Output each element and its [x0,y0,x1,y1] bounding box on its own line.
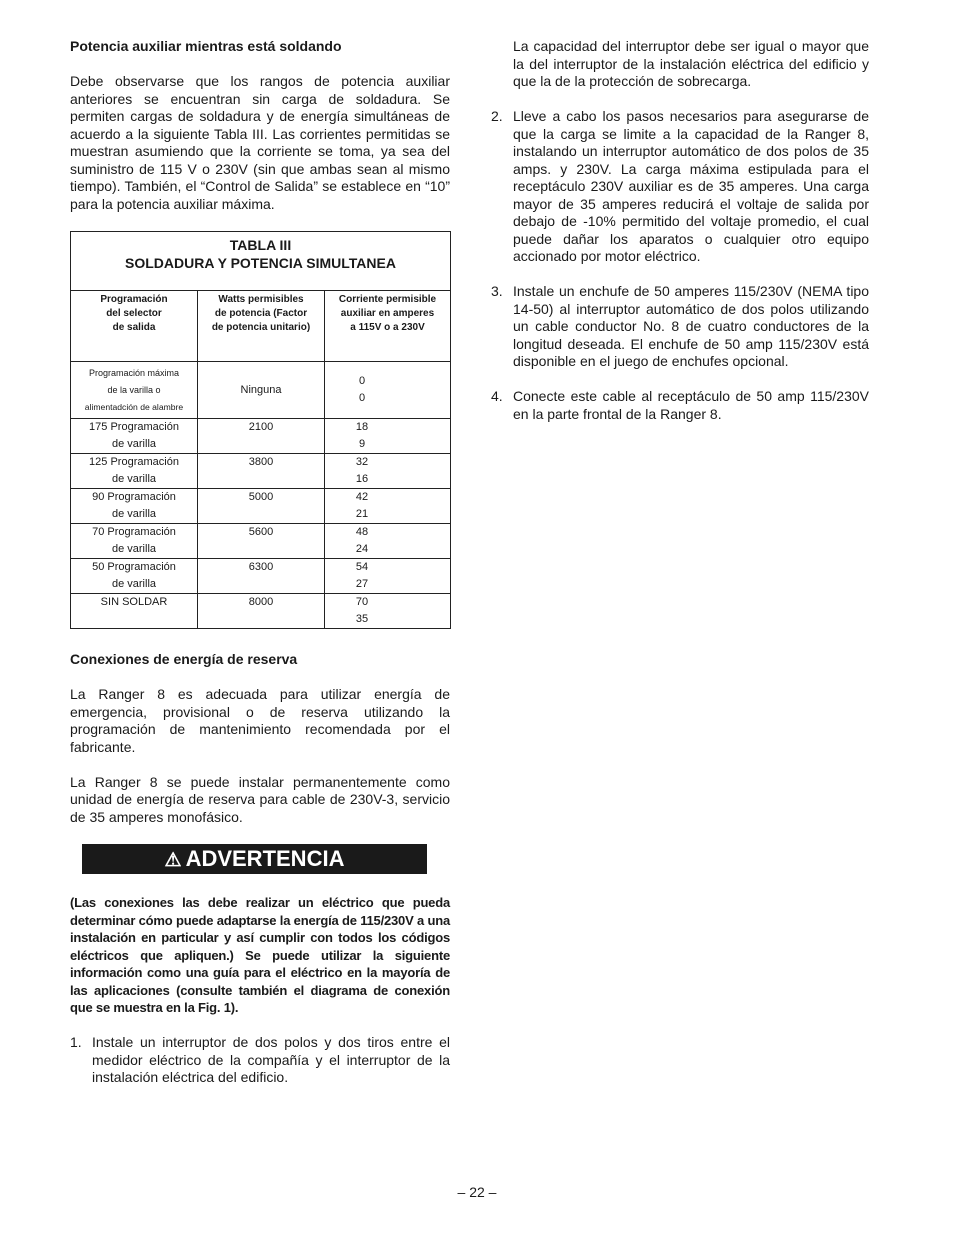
cell-watts: 5000 [198,489,325,524]
cell-current [325,454,451,489]
cell-230v: 9 [358,438,366,450]
table-row [71,524,451,559]
cell-115v: 48 [355,526,369,538]
table-row [71,489,451,524]
table-title [71,232,451,291]
setting-line: SIN SOLDAR [100,596,168,608]
cell-current [325,489,451,524]
cell-230v: 21 [355,508,369,520]
header-text: a 115V o a 230V [350,322,425,333]
setting-line: de la varilla o [107,385,161,395]
setting-line: Programación máxima [88,368,180,378]
warning-text: (Las conexiones las debe realizar un eléctrico que pueda determinar cómo puede adaptarse la energía de 115/230V a una instalación en particular y así cumplir con todos los códigos eléctricos que apliquen.) Se puede utilizar la siguiente información como una guía para el eléctrico en la mayoría de las aplicaciones (consulte también el diagrama de conexión que se muestra en la Fig. 1). [70,895,450,1015]
cell-setting [71,362,198,419]
cell-115v: 0 [358,375,366,387]
header-output-setting [71,291,198,362]
cell-setting [71,559,198,594]
table-title-line1: TABLA III [229,237,292,253]
table-row [71,594,451,629]
setting-line: de varilla [111,578,157,590]
cell-230v: 24 [355,543,369,555]
setting-line: 90 Programación [92,491,176,503]
section-heading-standby-power: Conexiones de energía de reserva [70,651,298,667]
header-text: auxiliar en amperes [340,308,435,319]
right-column [491,38,869,423]
cell-230v: 16 [355,473,369,485]
list-item-text: Instale un enchufe de 50 amperes 115/230V (NEMA tipo 14-50) al interruptor automático de dos polos utilizando un cable conductor No. 8 de cuatro conductores de la longitud deseada. El enchufe de 50 amp 115/230V está disponible en el juego de enchufes opcional. [513,283,869,369]
list-item-number: 2. [491,108,503,124]
cell-setting [71,419,198,454]
header-text: de potencia (Factor [214,308,308,319]
list-item-indent [491,38,513,91]
setting-line: 175 Programación [89,421,179,433]
cell-230v: 35 [355,613,369,625]
header-text: de potencia unitario) [211,322,311,333]
list-item-text: Conecte este cable al receptáculo de 50 amp 115/230V en la parte frontal de la Ranger 8. [513,388,869,422]
cell-115v: 54 [355,561,369,573]
list-item [491,283,869,371]
cell-setting [71,454,198,489]
section-heading-auxiliary-power: Potencia auxiliar mientras está soldando [70,38,342,54]
paragraph-standby-1: La Ranger 8 es adecuada para utilizar energía de emergencia, provisional o de reserva utilizando la programación de mantenimiento recomendada por el fabricante. [70,686,450,755]
cell-current [325,594,451,629]
list-item-number: 3. [491,283,503,299]
table-row [71,454,451,489]
list-item-number: 1. [70,1034,82,1050]
warning-label: ADVERTENCIA [185,846,345,871]
table-title-line2: SOLDADURA Y POTENCIA SIMULTANEA [125,255,396,271]
cell-setting [71,524,198,559]
list-item-text: La capacidad del interruptor debe ser igual o mayor que la del interruptor de la instalación eléctrica del edificio y que la de la protección de sobrecarga. [513,38,869,89]
setting-line: 70 Programación [92,526,176,538]
header-text: Programación [100,294,168,305]
left-column [70,38,450,1087]
cell-watts: 3800 [198,454,325,489]
setting-line: de varilla [111,508,157,520]
header-permissible-current [325,291,451,362]
list-item [491,108,869,266]
list-item-text: Instale un interruptor de dos polos y dos tiros entre el medidor eléctrico de la compañía y el interruptor de la instalación eléctrica del edificio. [92,1034,450,1085]
cell-115v: 32 [355,456,369,468]
setting-line: de varilla [111,473,157,485]
cell-watts: Ninguna [198,362,325,419]
cell-current [325,419,451,454]
list-item-text: Lleve a cabo los pasos necesarios para asegurarse de que la carga se limite a la capacidad de la Ranger 8, instalando un interruptor automático de dos polos de 35 amps. y 230V. La carga máxima estipulada para el receptáculo 230V auxiliar es de 35 amperes. Una carga mayor de 35 amperes reducirá el voltaje de salida por debajo de -10% permitido del voltaje promedio, el cual puede dañar los aparatos o cualquier otro equipo accionado por motor eléctrico. [513,108,869,264]
header-text: del selector [106,308,162,319]
setting-line: de varilla [111,543,157,555]
list-item [70,1034,450,1087]
header-permissible-watts [198,291,325,362]
table-row [71,559,451,594]
cell-230v: 0 [358,392,366,404]
cell-current [325,559,451,594]
table-row [71,362,451,419]
header-text: Corriente permisible [338,294,437,305]
warning-triangle-icon: ⚠ [164,850,182,871]
header-text: Watts permisibles [218,294,304,305]
cell-setting [71,489,198,524]
cell-watts: 6300 [198,559,325,594]
cell-115v: 42 [355,491,369,503]
paragraph-auxiliary-power: Debe observarse que los rangos de potencia auxiliar anteriores se encuentran sin carga de soldadura. Se permiten cargas de soldadura y de energía simultáneas de acuerdo a la siguiente Tabla III. Las corrientes permitidas se muestran asumiendo que la corriente se toma, ya sea del suministro de 115 V o 230V (sin que ambas sean al mismo tiempo). También, el “Control de Salida” se establece en “10” para la potencia auxiliar máxima. [70,73,450,212]
cell-watts: 2100 [198,419,325,454]
paragraph-standby-2: La Ranger 8 se puede instalar permanentemente como unidad de energía de reserva para cable de 230V-3, servicio de 35 amperes monofásico. [70,773,450,825]
setting-line: 125 Programación [89,456,179,468]
list-item [491,388,869,423]
list-item-number: 4. [491,388,503,404]
setting-line: de varilla [111,438,157,450]
cell-115v: 70 [355,596,369,608]
warning-banner [82,844,427,874]
cell-setting [71,594,198,629]
cell-115v: 18 [355,421,369,433]
header-text: de salida [112,322,156,333]
page-number: – 22 – [457,1184,497,1200]
cell-current [325,524,451,559]
cell-watts: 8000 [198,594,325,629]
list-item-continuation [491,38,869,91]
table-iii [70,231,451,629]
cell-watts: 5600 [198,524,325,559]
setting-line: 50 Programación [92,561,176,573]
cell-current [325,362,451,419]
table-row [71,419,451,454]
cell-230v: 27 [355,578,369,590]
setting-line: alimentadción de alambre [84,402,184,412]
